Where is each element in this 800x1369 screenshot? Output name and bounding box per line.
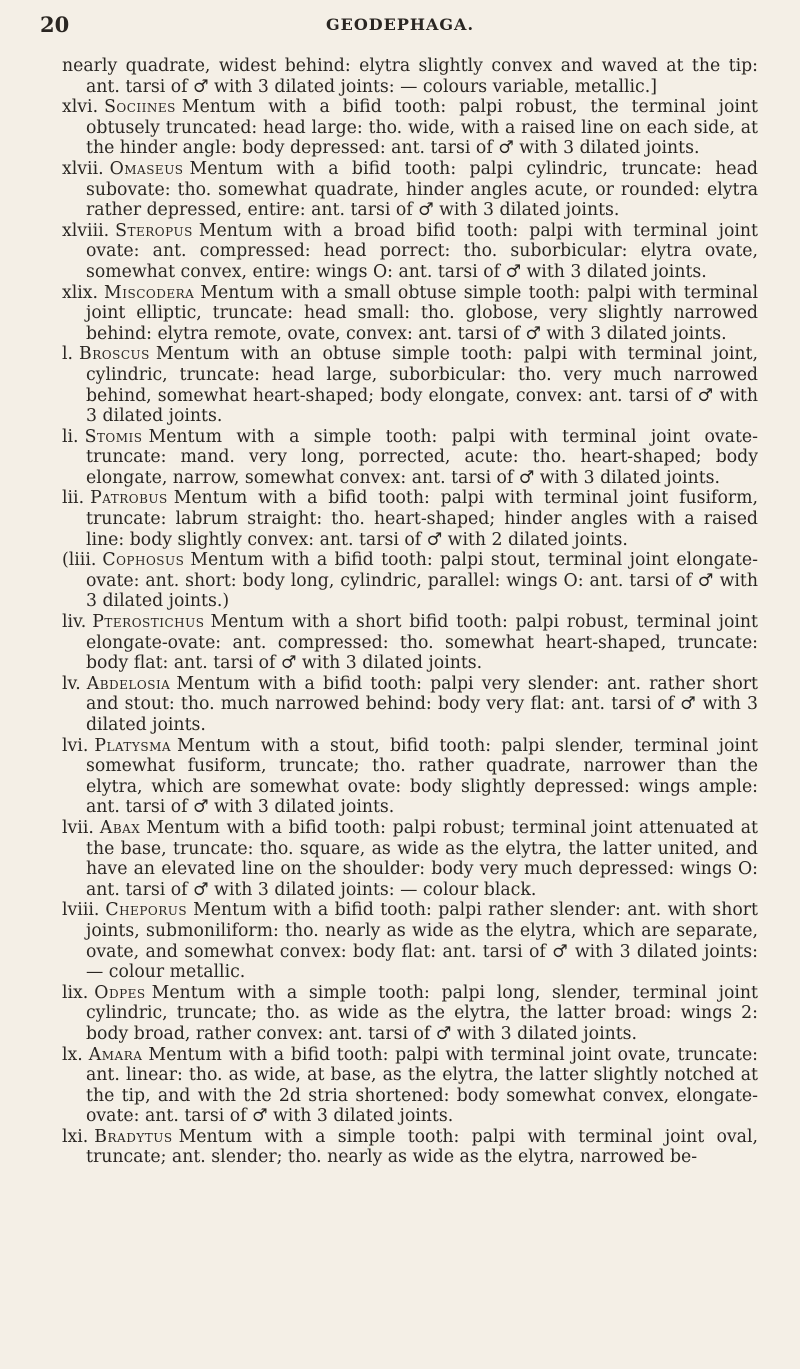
entry-number: lx. [62, 1044, 83, 1065]
genus-name: Bradytus [94, 1126, 173, 1147]
entry-description: nearly quadrate, widest behind: elytra slightly convex and waved at the tip: ant. tarsi of ♂ with 3 dilated joints: — colours variable, metallic.] [62, 56, 758, 97]
genus-name: Miscodera [104, 282, 195, 303]
genus-name: Sociines [104, 97, 176, 118]
entry-number: xlviii. [62, 220, 110, 241]
entry-description: Mentum with a simple tooth: palpi long, slender, terminal joint cylindric, truncate; tho. as wide as the elytra, the latter broad: wings 2: body broad, rather convex: ant. tarsi of ♂ with 3 dilated joints. [86, 982, 758, 1044]
entry-number: xlvi. [62, 97, 99, 118]
genus-name: Abax [99, 817, 141, 838]
genus-entry [62, 1127, 758, 1168]
genus-name: Amara [88, 1044, 143, 1065]
genus-name: Pterostichus [92, 612, 205, 633]
entry-description: Mentum with an obtuse simple tooth: palpi with terminal joint, cylindric, truncate: head large, suborbicular: tho. very much narrowed behind, somewhat heart-shaped; body elongate, convex: ant. tarsi of ♂ with 3 dilated joints. [86, 344, 758, 427]
genus-name: Odpes [94, 982, 146, 1003]
genus-name: Steropus [115, 220, 193, 241]
entry-number: l. [62, 344, 74, 365]
entry-description: Mentum with a bifid tooth: palpi with terminal joint fusiform, truncate: labrum straight: tho. heart-shaped; hinder angles with a raised line: body slightly convex: ant. tarsi of ♂ with 2 dilated joints. [86, 488, 758, 550]
genus-entry [62, 900, 758, 982]
entry-description: Mentum with a bifid tooth: palpi robust; terminal joint attenuated at the base, truncate: tho. square, as wide as the elytra, the latter united, and have an elevated line on the shoulder: body very much depressed: wings O: ant. tarsi of ♂ with 3 dilated joints: — colour black. [86, 817, 758, 900]
entry-number: li. [62, 426, 79, 447]
entry-description: Mentum with a bifid tooth: palpi rather slender: ant. with short joints, submoniliform: tho. nearly as wide as the elytra, which are separate, ovate, and somewhat convex: body flat: ant. tarsi of ♂ with 3 dilated joints: — colour metallic. [86, 900, 758, 983]
genus-entry [62, 488, 758, 550]
genus-entry [62, 983, 758, 1045]
genus-entry [62, 674, 758, 736]
entry-number: liv. [62, 612, 87, 633]
entry-description: Mentum with a simple tooth: palpi with terminal joint ovate-truncate: mand. very long, porrected, acute: tho. heart-shaped; body elongate, narrow, somewhat convex: ant. tarsi of ♂ with 3 dilated joints. [86, 426, 758, 488]
genus-entry [62, 427, 758, 489]
genus-entry [62, 612, 758, 674]
genus-entry [62, 550, 758, 612]
genus-name: Cheporus [105, 900, 188, 921]
entry-number: lxi. [62, 1126, 89, 1147]
entry-description: Mentum with a small obtuse simple tooth: palpi with terminal joint elliptic, truncate: head small: tho. globose, very slightly narrowed behind: elytra remote, ovate, convex: ant. tarsi of ♂ with 3 dilated joints. [86, 282, 758, 344]
running-head: GEODEPHAGA. [325, 15, 475, 34]
entry-number: lv. [62, 673, 81, 694]
genus-entry [62, 159, 758, 221]
entry-description: Mentum with a simple tooth: palpi with terminal joint oval, truncate; ant. slender; tho. nearly as wide as the elytra, narrowed be- [86, 1126, 758, 1168]
entry-number: (liii. [62, 550, 97, 571]
genus-entry [62, 736, 758, 818]
entry-description: Mentum with a bifid tooth: palpi with terminal joint ovate, truncate: ant. linear: tho. as wide, at base, as the elytra, the latter slightly notched at the tip, and with the 2d stria shortened: body somewhat convex, elongate-ovate: ant. tarsi of ♂ with 3 dilated joints. [86, 1044, 758, 1127]
genus-entry [62, 1045, 758, 1127]
genus-entry [62, 97, 758, 159]
genus-entry [62, 221, 758, 283]
genus-name: Cophosus [102, 550, 185, 571]
entry-number: xlvii. [62, 158, 104, 179]
entry-description: Mentum with a stout, bifid tooth: palpi slender, terminal joint somewhat fusiform, truncate; tho. rather quadrate, narrower than the elytra, which are somewhat ovate: body slightly depressed: wings ample: ant. tarsi of ♂ with 3 dilated joints. [86, 735, 758, 818]
genus-name: Platysma [94, 735, 172, 756]
entry-description: Mentum with a broad bifid tooth: palpi with terminal joint ovate: ant. compressed: head porrect: tho. suborbicular: elytra ovate, somewhat convex, entire: wings O: ant. tarsi of ♂ with 3 dilated joints. [86, 220, 758, 282]
entry-description: Mentum with a bifid tooth: palpi cylindric, truncate: head subovate: tho. somewhat quadrate, hinder angles acute, or rounded: elytra rather depressed, entire: ant. tarsi of ♂ with 3 dilated joints. [86, 158, 758, 221]
genus-name: Stomis [84, 426, 143, 447]
entry-description: Mentum with a bifid tooth: palpi very slender: ant. rather short and stout: tho. much narrowed behind: body very flat: ant. tarsi of ♂ with 3 dilated joints. [86, 673, 758, 735]
genus-name: Broscus [79, 344, 150, 365]
page-number: 20 [40, 12, 70, 37]
entry-number: lii. [62, 488, 85, 509]
entry-description: Mentum with a short bifid tooth: palpi robust, terminal joint elongate-ovate: ant. compressed: tho. somewhat heart-shaped, truncate: body flat: ant. tarsi of ♂ with 3 dilated joints. [86, 612, 758, 674]
genus-entry [62, 283, 758, 345]
genus-entry [62, 56, 758, 97]
entry-description: Mentum with a bifid tooth: palpi stout, terminal joint elongate-ovate: ant. short: body long, cylindric, parallel: wings O: ant. tarsi of ♂ with 3 dilated joints.) [86, 550, 758, 612]
genus-entry [62, 344, 758, 426]
entry-description: Mentum with a bifid tooth: palpi robust, the terminal joint obtusely truncated: head large: tho. wide, with a raised line on each side, at the hinder angle: body depressed: ant. tarsi of ♂ with 3 dilated joints. [86, 97, 758, 159]
entry-number: lvii. [62, 817, 94, 838]
entry-number: lix. [62, 982, 89, 1003]
entry-number: lvi. [62, 735, 89, 756]
entry-number: lviii. [62, 900, 100, 921]
genus-name: Abdelosia [86, 673, 171, 694]
genus-name: Omaseus [109, 158, 184, 179]
entry-number: xlix. [62, 282, 99, 303]
page-header [0, 8, 800, 38]
genus-name: Patrobus [90, 488, 168, 509]
entry-list [62, 56, 758, 1168]
genus-entry [62, 818, 758, 900]
